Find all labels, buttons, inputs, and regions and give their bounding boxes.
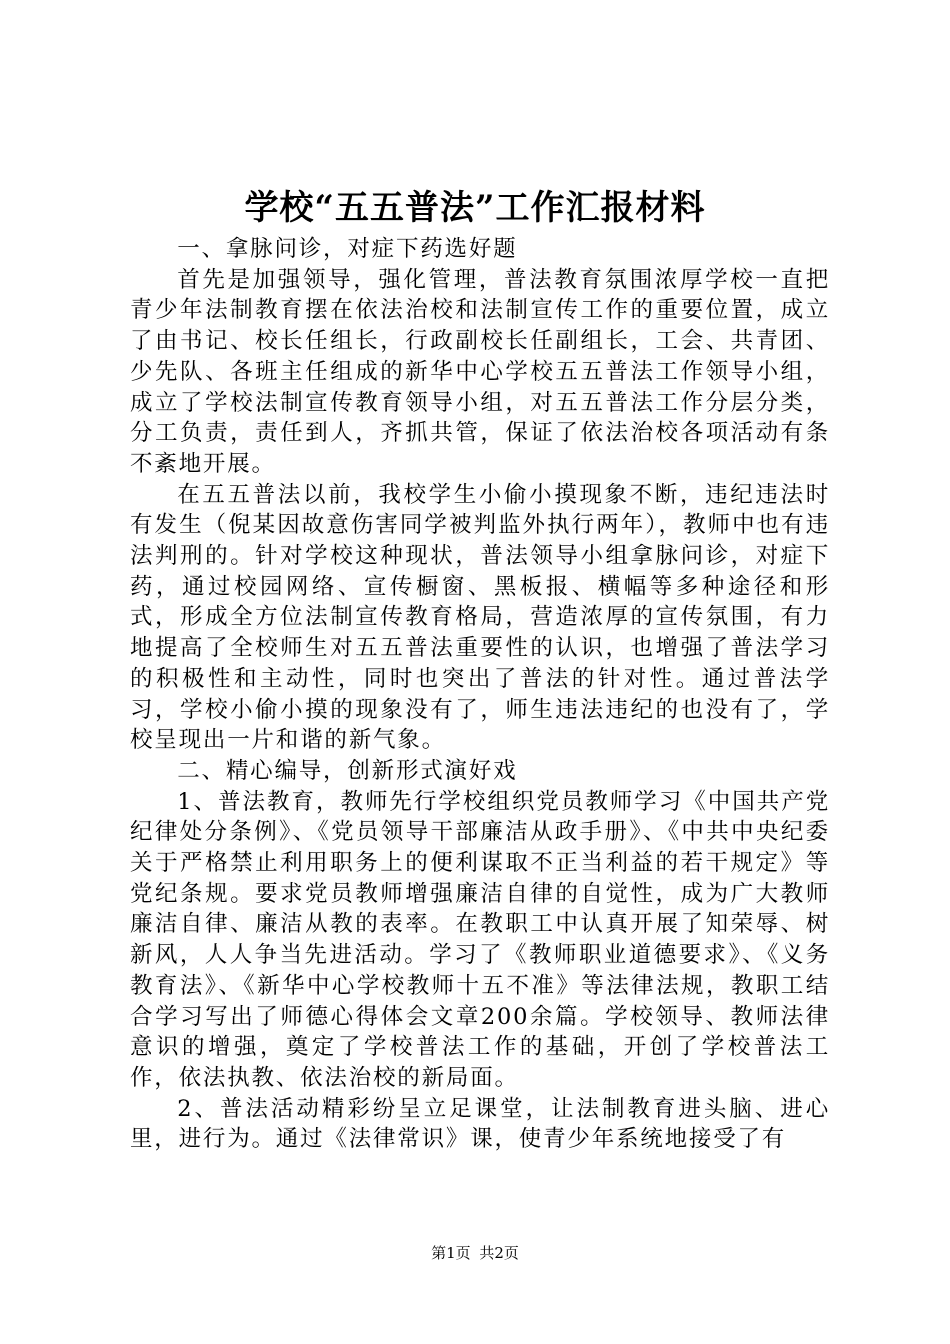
paragraph: 2、普法活动精彩纷呈立足课堂，让法制教育进头脑、进心里，进行为。通过《法律常识》课，使青少年系统地接受了有 [130,1095,830,1153]
paragraph: 1、普法教育，教师先行学校组织党员教师学习《中国共产党纪律处分条例》、《党员领导干部廉洁从政手册》、《中共中央纪委关于严格禁止利用职务上的便利谋取不正当利益的若干规定》等党纪条规。要求党员教师增强廉洁自律的自觉性，成为广大教师廉洁自律、廉洁从教的表率。在教职工中认真开展了知荣辱、树新风，人人争当先进活动。学习了《教师职业道德要求》、《义务教育法》、《新华中心学校教师十五不准》等法律法规，教职工结合学习写出了师德心得体会文章200余篇。学校领导、教师法律意识的增强，奠定了学校普法工作的基础，开创了学校普法工作，依法执教、依法治校的新局面。 [130,788,830,1091]
page-number: 第1页 [431,1244,471,1262]
page-footer [0,1243,950,1263]
section-heading: 二、精心编导，创新形式演好戏 [177,757,518,784]
paragraph: 在五五普法以前，我校学生小偷小摸现象不断，违纪违法时有发生（倪某因故意伤害同学被判监外执行两年），教师中也有违法判刑的。针对学校这种现状，普法领导小组拿脉问诊，对症下药，通过校园网络、宣传橱窗、黑板报、横幅等多种途径和形式，形成全方位法制宣传教育格局，营造浓厚的宣传氛围，有力地提高了全校师生对五五普法重要性的认识，也增强了普法学习的积极性和主动性，同时也突出了普法的针对性。通过普法学习，学校小偷小摸的现象没有了，师生违法违纪的也没有了，学校呈现出一片和谐的新气象。 [130,481,830,754]
document-title: 学校“五五普法”工作汇报材料 [244,188,706,228]
paragraph: 首先是加强领导，强化管理，普法教育氛围浓厚学校一直把青少年法制教育摆在依法治校和法制宣传工作的重要位置，成立了由书记、校长任组长，行政副校长任副组长，工会、共青团、少先队、各班主任组成的新华中心学校五五普法工作领导小组，成立了学校法制宣传教育领导小组，对五五普法工作分层分类，分工负责，责任到人，齐抓共管，保证了依法治校各项活动有条不紊地开展。 [130,266,830,477]
document-body [130,234,830,1155]
section-heading: 一、拿脉问诊，对症下药选好题 [177,236,518,262]
page-total: 共2页 [479,1244,519,1262]
